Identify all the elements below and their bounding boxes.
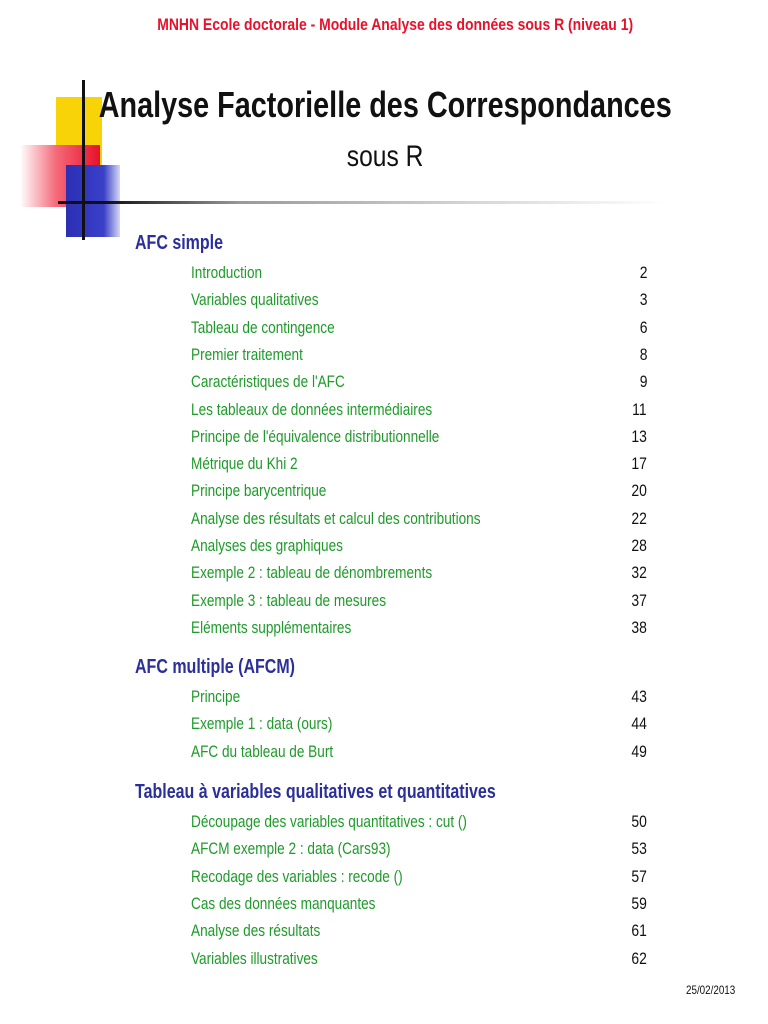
- toc-entry-label: AFC du tableau de Burt: [191, 741, 334, 761]
- toc-entry-label: Variables illustratives: [191, 948, 318, 968]
- toc-entry: [191, 290, 647, 312]
- toc-entry: [191, 812, 647, 834]
- footer-date: 25/02/2013: [686, 983, 736, 997]
- toc-entry-label: Principe barycentrique: [191, 481, 327, 501]
- toc-entry: [191, 921, 647, 943]
- section-heading: Tableau à variables qualitatives et quantitatives: [135, 781, 496, 803]
- toc-entry: [191, 839, 647, 861]
- toc-entry-label: Analyse des résultats: [191, 921, 321, 941]
- header-line: MNHN Ecole doctorale - Module Analyse des données sous R (niveau 1): [157, 15, 634, 34]
- toc-entry-page: 53: [631, 839, 647, 859]
- toc-entry-label: Analyse des résultats et calcul des contributions: [191, 508, 481, 528]
- toc-entry: [191, 345, 647, 367]
- toc-entry-page: 49: [631, 741, 647, 761]
- toc-entry-page: 43: [631, 687, 647, 706]
- toc-entry-page: 2: [639, 263, 647, 282]
- decorative-logo: [0, 0, 768, 260]
- title-divider-line: [58, 201, 668, 204]
- toc-entry-label: Recodage des variables : recode (): [191, 866, 403, 886]
- toc-entry: [191, 481, 647, 503]
- toc-entry: [191, 372, 647, 394]
- toc-entry-page: 22: [631, 508, 647, 528]
- toc-entry-page: 44: [631, 714, 647, 734]
- toc-entry: [191, 687, 647, 709]
- toc-entry-page: 38: [631, 617, 647, 637]
- toc-entry-page: 11: [632, 399, 647, 419]
- toc-entry: [191, 536, 647, 558]
- toc-entry: [191, 454, 647, 476]
- toc-entry-label: Cas des données manquantes: [191, 893, 376, 913]
- toc-entry-label: Principe de l'équivalence distributionnelle: [191, 426, 440, 446]
- toc-entry-label: Exemple 1 : data (ours): [191, 714, 333, 734]
- toc-entry-page: 9: [639, 372, 647, 392]
- toc-entry-label: Exemple 3 : tableau de mesures: [191, 590, 387, 610]
- toc-entry-page: 17: [631, 454, 647, 474]
- toc-entry-page: 6: [639, 317, 647, 337]
- toc-entry: [191, 618, 647, 640]
- toc-entry: [191, 563, 647, 585]
- toc-entry: [191, 509, 647, 531]
- toc-entry-label: Découpage des variables quantitatives : cut (): [191, 812, 467, 831]
- toc-entry-page: 61: [631, 921, 647, 941]
- toc-entry-page: 8: [639, 344, 647, 364]
- toc-entry-label: Les tableaux de données intermédiaires: [191, 399, 433, 419]
- toc-entry-page: 62: [631, 948, 647, 968]
- page-subtitle: sous R: [346, 140, 424, 173]
- toc-entry: [191, 894, 647, 916]
- toc-entry: [191, 949, 647, 971]
- toc-entry-page: 59: [631, 893, 647, 913]
- section-heading: AFC simple: [135, 232, 224, 254]
- toc-entry: [191, 714, 647, 736]
- toc-entry-label: Introduction: [191, 263, 263, 282]
- toc-entry-page: 32: [631, 563, 647, 583]
- page-title: Analyse Factorielle des Correspondances: [98, 84, 672, 125]
- section-heading: AFC multiple (AFCM): [135, 656, 295, 678]
- toc-entry-page: 3: [639, 290, 647, 310]
- toc-entry: [191, 318, 647, 340]
- toc-entry-page: 37: [631, 590, 647, 610]
- toc-entry-label: Tableau de contingence: [191, 317, 335, 337]
- toc-entry: [191, 867, 647, 889]
- toc-entry-label: Variables qualitatives: [191, 290, 319, 310]
- toc-entry-page: 28: [631, 536, 647, 555]
- toc-entry-label: AFCM exemple 2 : data (Cars93): [191, 839, 391, 859]
- toc-entry-page: 20: [631, 481, 647, 501]
- toc-entry-page: 57: [631, 866, 647, 886]
- toc-entry-page: 13: [631, 426, 647, 446]
- toc-entry: [191, 591, 647, 613]
- toc-entry-label: Analyses des graphiques: [191, 536, 343, 555]
- toc-entry: [191, 400, 647, 422]
- toc-entry: [191, 427, 647, 449]
- toc-entry-label: Eléments supplémentaires: [191, 617, 352, 637]
- toc-entry: [191, 263, 647, 285]
- toc-entry-label: Métrique du Khi 2: [191, 454, 298, 474]
- toc-entry: [191, 742, 647, 764]
- toc-entry-label: Caractéristiques de l'AFC: [191, 372, 345, 392]
- toc-entry-label: Principe: [191, 687, 241, 706]
- toc-entry-label: Exemple 2 : tableau de dénombrements: [191, 563, 433, 583]
- toc-entry-page: 50: [631, 812, 647, 831]
- toc-entry-label: Premier traitement: [191, 344, 303, 364]
